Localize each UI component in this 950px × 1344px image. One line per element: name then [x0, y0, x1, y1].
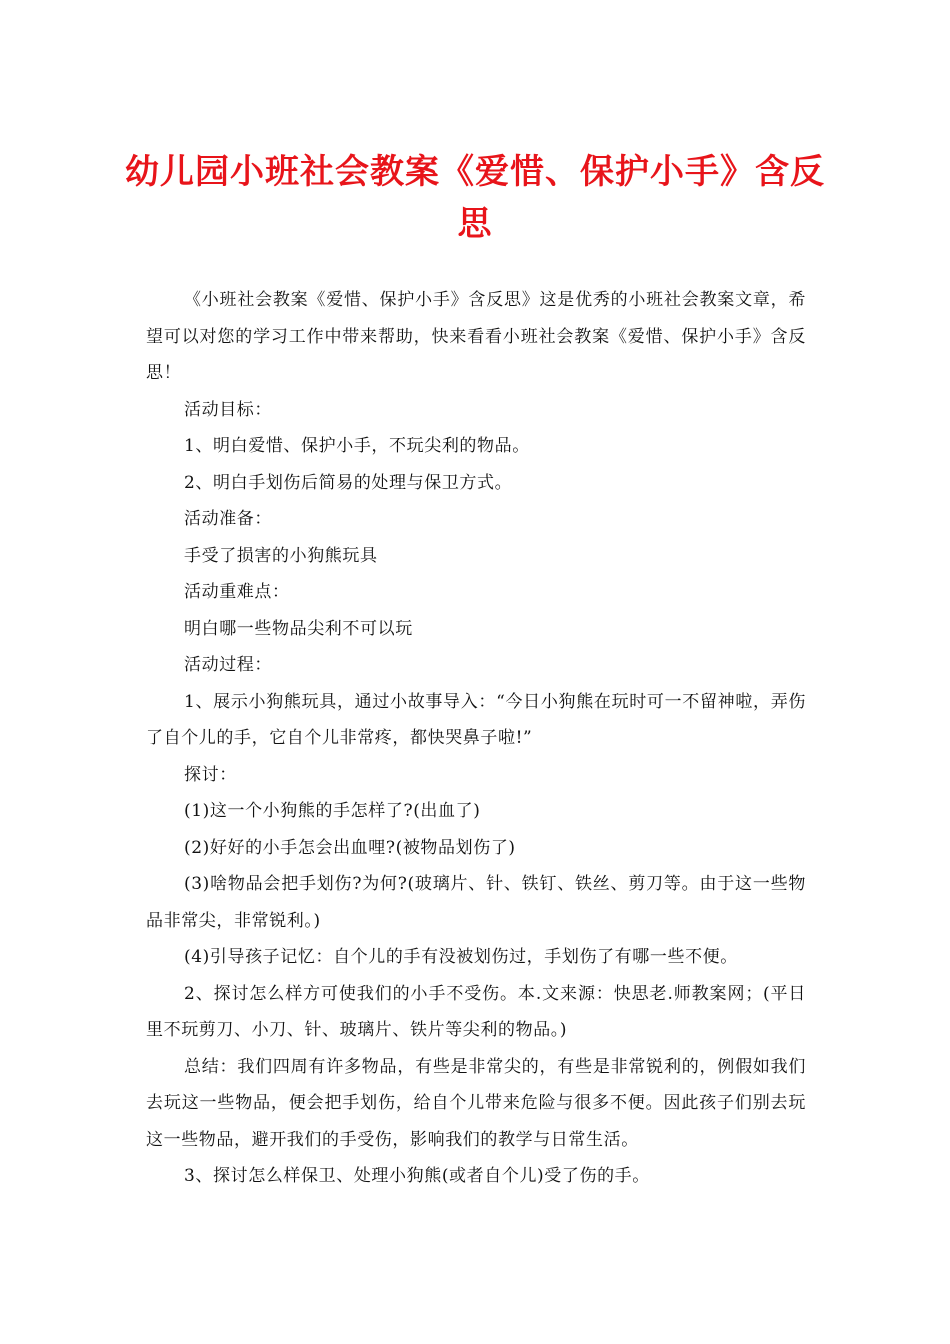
process-step: 1、展示小狗熊玩具，通过小故事导入：“今日小狗熊在玩时可一不留神啦，弄伤了自个儿的手，它自个儿非常疼，都快哭鼻子啦!”: [146, 691, 806, 748]
discussion-item: (3)啥物品会把手划伤?为何?(玻璃片、针、铁钉、铁丝、剪刀等。由于这一些物品非常尖，非常锐利。): [146, 874, 806, 931]
process-step: 3、探讨怎么样保卫、处理小狗熊(或者自个儿)受了伤的手。: [184, 1166, 650, 1186]
preparation-text: 手受了损害的小狗熊玩具: [184, 545, 378, 566]
discussion-item: (4)引导孩子记忆：自个儿的手有没被划伤过，手划伤了有哪一些不便。: [184, 947, 738, 967]
discussion-item: (2)好好的小手怎会出血哩?(被物品划伤了): [184, 837, 516, 858]
section-heading-goals: 活动目标：: [184, 399, 272, 420]
intro-paragraph: 《小班社会教案《爱惜、保护小手》含反思》这是优秀的小班社会教案文章，希望可以对您的学习工作中带来帮助，快来看看小班社会教案《爱惜、保护小手》含反思！: [146, 290, 806, 383]
goal-item: 2、明白手划伤后简易的处理与保卫方式。: [184, 472, 513, 493]
goal-item: 1、明白爱惜、保护小手，不玩尖利的物品。: [184, 436, 530, 456]
process-step: 2、探讨怎么样方可使我们的小手不受伤。本.文来源：快思老.师教案网；(平日里不玩剪刀、小刀、针、玻璃片、铁片等尖利的物品。): [146, 983, 806, 1040]
discussion-heading: 探讨：: [184, 764, 237, 785]
key-points-text: 明白哪一些物品尖利不可以玩: [184, 618, 413, 639]
section-heading-preparation: 活动准备：: [184, 509, 272, 529]
section-heading-key-points: 活动重难点：: [184, 582, 290, 602]
section-heading-process: 活动过程：: [184, 655, 272, 675]
document-body: [146, 282, 806, 1195]
discussion-item: (1)这一个小狗熊的手怎样了?(出血了): [184, 801, 481, 821]
summary-paragraph: 总结：我们四周有许多物品，有些是非常尖的，有些是非常锐利的，例假如我们去玩这一些物品，便会把手划伤，给自个儿带来危险与很多不便。因此孩子们别去玩这一些物品，避开我们的手受伤，影响我们的教学与日常生活。: [146, 1056, 806, 1150]
document-title: 幼儿园小班社会教案《爱惜、保护小手》含反思: [125, 152, 825, 244]
